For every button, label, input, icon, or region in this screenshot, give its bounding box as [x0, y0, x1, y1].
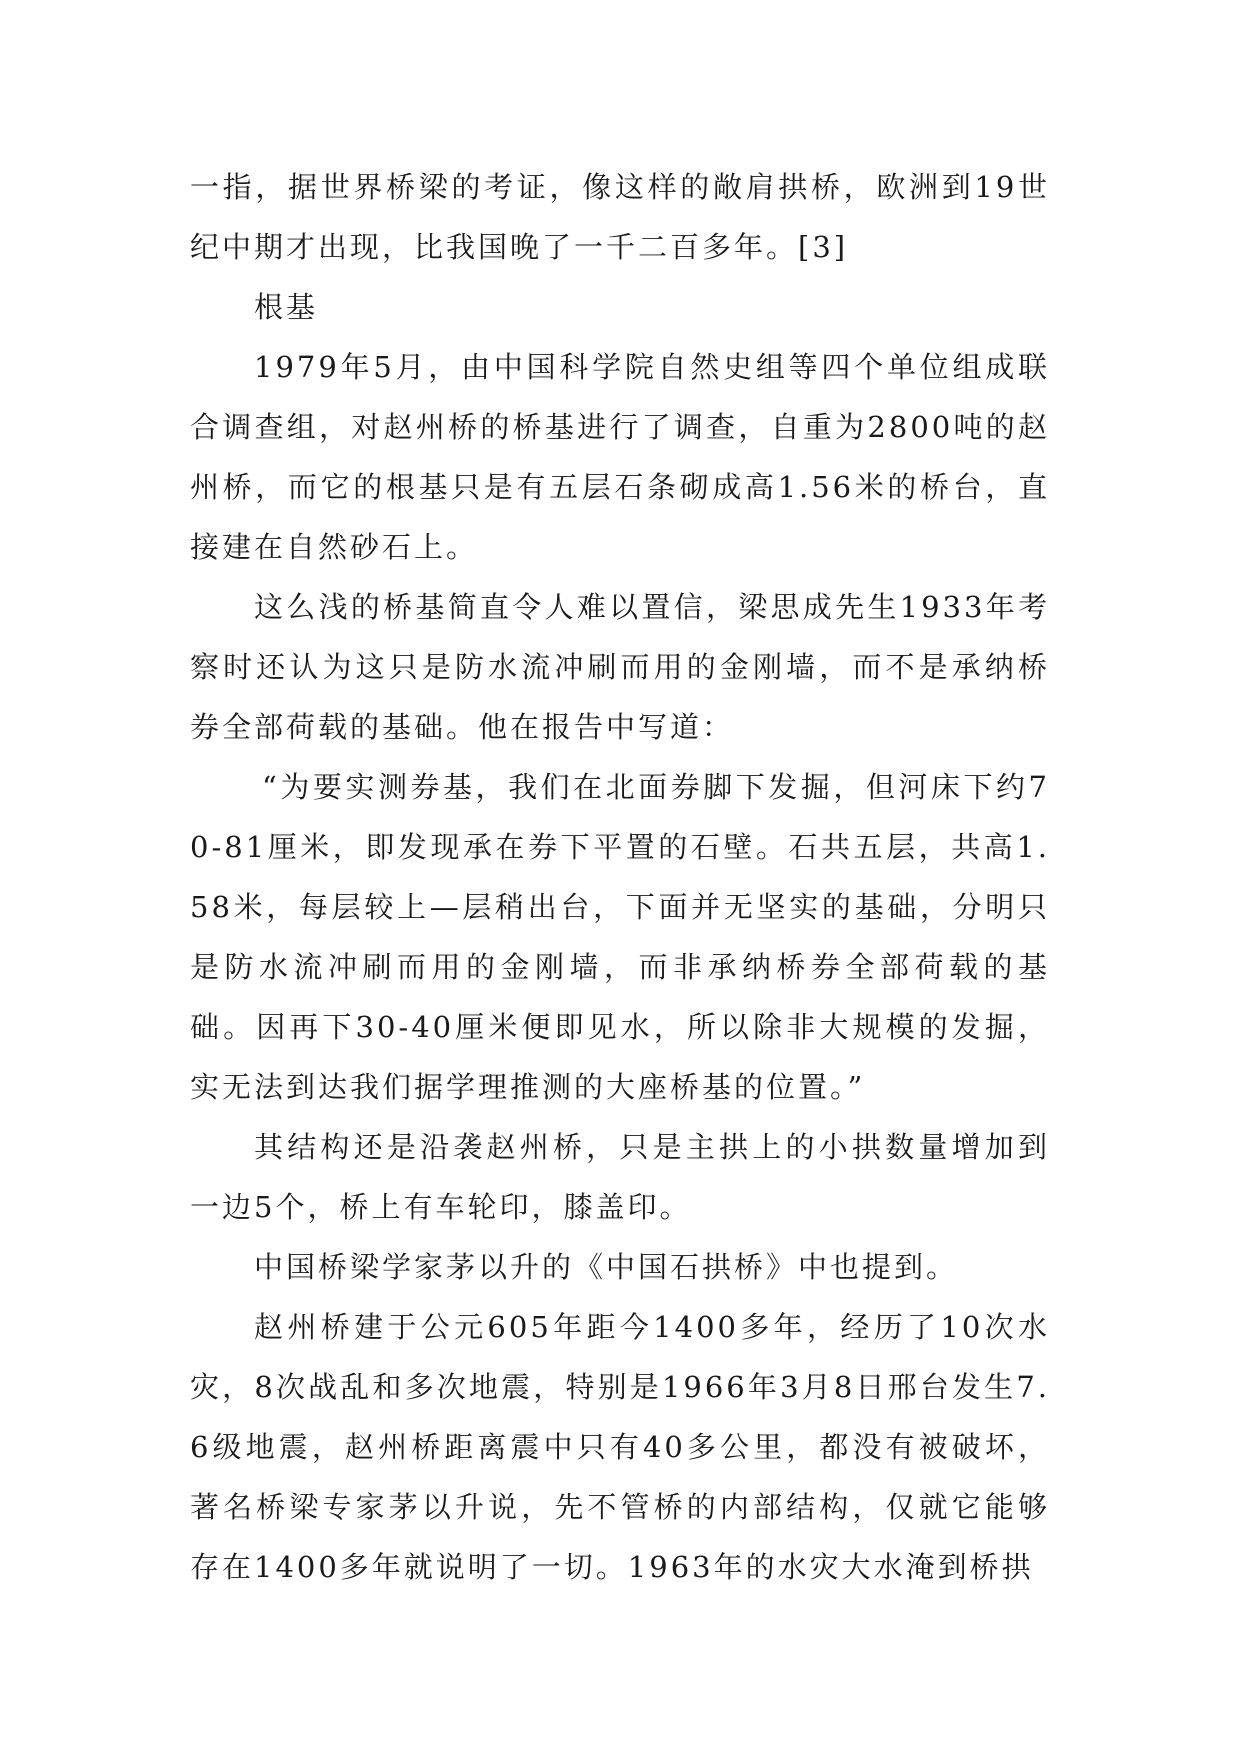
paragraph-liang-sicheng: 这么浅的桥基简直令人难以置信，梁思成先生1933年考察时还认为这只是防水流冲刷而用的金刚墙，而不是承纳桥券全部荷载的基础。他在报告中写道：: [190, 590, 1050, 744]
paragraph-continuation: 一指，据世界桥梁的考证，像这样的敞肩拱桥，欧洲到19世纪中期才出现，比我国晚了一千二百多年。[3]: [190, 170, 1050, 264]
paragraph-survey-1979: 1979年5月，由中国科学院自然史组等四个单位组成联合调查组，对赵州桥的桥基进行了调查，自重为2800吨的赵州桥，而它的根基只是有五层石条砌成高1.56米的桥台，直接建在自然砂石上。: [190, 350, 1050, 564]
paragraph-mao-yisheng-book: 中国桥梁学家茅以升的《中国石拱桥》中也提到。: [254, 1250, 959, 1284]
paragraph-history: 赵州桥建于公元605年距今1400多年，经历了10次水灾，8次战乱和多次地震，特别是1966年3月8日邢台发生7.6级地震，赵州桥距离震中只有40多公里，都没有被破坏，著名桥梁专家茅以升说，先不管桥的内部结构，仅就它能够存在1400多年就说明了一切。1963年的水灾大水淹到桥拱: [190, 1310, 1050, 1584]
section-heading-foundation: 根基: [254, 290, 319, 324]
paragraph-report-quote: “为要实测券基，我们在北面券脚下发掘，但河床下约70-81厘米，即发现承在券下平置的石壁。石共五层，共高1.58米，每层较上—层稍出台，下面并无坚实的基础，分明只是防水流冲刷而用的金刚墙，而非承纳桥券全部荷载的基础。因再下30-40厘米便即见水，所以除非大规模的发掘，实无法到达我们据学理推测的大座桥基的位置。”: [190, 770, 1050, 1104]
paragraph-structure: 其结构还是沿袭赵州桥，只是主拱上的小拱数量增加到一边5个，桥上有车轮印，膝盖印。: [190, 1130, 1050, 1224]
document-body: [190, 157, 1050, 1597]
